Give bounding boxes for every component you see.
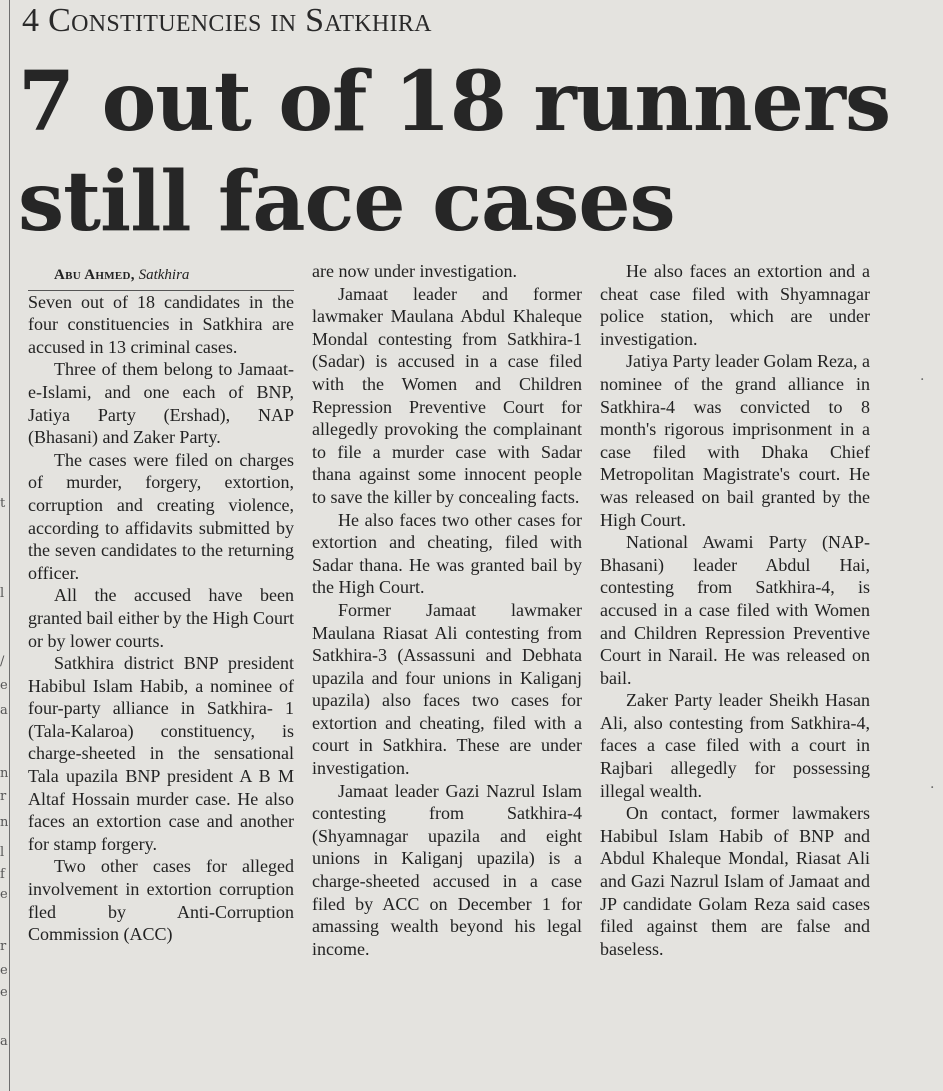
gutter-letter: n [0,815,9,830]
article-column-1 [28,260,294,946]
paragraph: Jamaat leader and former lawmaker Maulana Abdul Khaleque Mondal contesting from Satkhira-1 (Sadar) is accused in a case filed with the Women and Children Repression Preventive Court for allegedly provoking the complainant to file a murder case with Sadar thana against some innocent people to save the killer by concealing facts. [312,283,582,507]
paragraph: He also faces two other cases for extortion and cheating, filed with Sadar thana. He was granted bail by the High Court. [312,509,582,598]
gutter-letter: l [0,586,5,601]
paper-speck: · [930,780,935,796]
paragraph: On contact, former lawmakers Habibul Islam Habib of BNP and Abdul Khaleque Mondal, Riasat Ali and Gazi Nazrul Islam of Jamaat and JP candidate Golam Reza said cases filed against them are false and baseless. [600,803,870,959]
gutter-letter: e [0,678,8,693]
headline-line-1: 7 out of 18 runners [18,54,891,150]
paper-speck: · [920,372,925,388]
paragraph: Three of them belong to Jamaat-e-Islami, and one each of BNP, Jatiya Party (Ershad), NAP (Bhasani) and Zaker Party. [28,359,294,448]
gutter-letter: t [0,496,6,511]
paragraph: are now under investigation. [312,261,517,281]
paragraph: Former Jamaat lawmaker Maulana Riasat Ali contesting from Satkhira-3 (Assassuni and Debhata upazila and four unions in Kaliganj upazila) also faces two cases for extortion and cheating, filed with a court in Satkhira. These are under investigation. [312,599,582,779]
paragraph: Satkhira district BNP president Habibul Islam Habib, a nominee of four-party alliance in Satkhira- 1 (Tala-Kalaroa) constituency, is charge-sheeted in the sensational Tala upazila BNP president A B M Altaf Hossain murder case. He also faces an extortion case and another for stamp forgery. [28,653,294,854]
gutter-letter: a [0,703,8,718]
paragraph: Two other cases for alleged involvement in extortion corruption fled by Anti-Corruption Commission (ACC) [28,856,294,945]
gutter-letter: r [0,789,7,804]
gutter-letter: a [0,1034,8,1049]
gutter-letter: e [0,963,8,978]
gutter-letter: e [0,985,8,1000]
gutter-letter: r [0,939,7,954]
paragraph: The cases were filed on charges of murder, forgery, extortion, corruption and creating violence, according to affidavits submitted by the seven candidates to the returning officer. [28,449,294,583]
paragraph: National Awami Party (NAP-Bhasani) leader Abdul Hai, contesting from Satkhira-4, is accused in a case filed with Women and Children Repression Preventive Court in Narail. He was released on bail. [600,532,870,688]
paragraph: He also faces an extortion and a cheat case filed with Shyamnagar police station, which are under investigation. [600,261,870,349]
byline [28,260,294,291]
article-column-2 [312,260,582,960]
headline-line-2: still face cases [18,154,675,250]
paragraph: Zaker Party leader Sheikh Hasan Ali, also contesting from Satkhira-4, faces a case filed with a court in Rajbari allegedly for possessing illegal wealth. [600,690,870,801]
paragraph: All the accused have been granted bail either by the High Court or by lower courts. [28,585,294,651]
gutter-letter: n [0,766,9,781]
gutter-letter: f [0,867,5,882]
gutter-letter: l [0,845,5,860]
paragraph: Jamaat leader Gazi Nazrul Islam contesting from Satkhira-4 (Shyamnagar upazila and eight unions in Kaliganj upazila) is a charge-sheeted accused in a case filed by ACC on December 1 for amassing wealth beyond his legal income. [312,780,582,959]
kicker: 4 Constituencies in Satkhira [22,2,432,39]
byline-author: Abu Ahmed, [54,267,135,283]
adjacent-column-fragment [0,0,9,1091]
column-rule [9,0,10,1091]
article-column-3 [600,260,870,960]
gutter-letter: / [0,654,5,669]
headline [18,52,923,252]
byline-place: Satkhira [138,267,190,283]
gutter-letter: e [0,887,8,902]
paragraph: Jatiya Party leader Golam Reza, a nominee of the grand alliance in Satkhira-4 was convicted to 8 month's rigorous imprisonment in a case filed with Dhaka Chief Metropolitan Magistrate's court. He was released on bail granted by the High Court. [600,351,870,530]
paragraph: Seven out of 18 candidates in the four constituencies in Satkhira are accused in 13 criminal cases. [28,291,294,357]
